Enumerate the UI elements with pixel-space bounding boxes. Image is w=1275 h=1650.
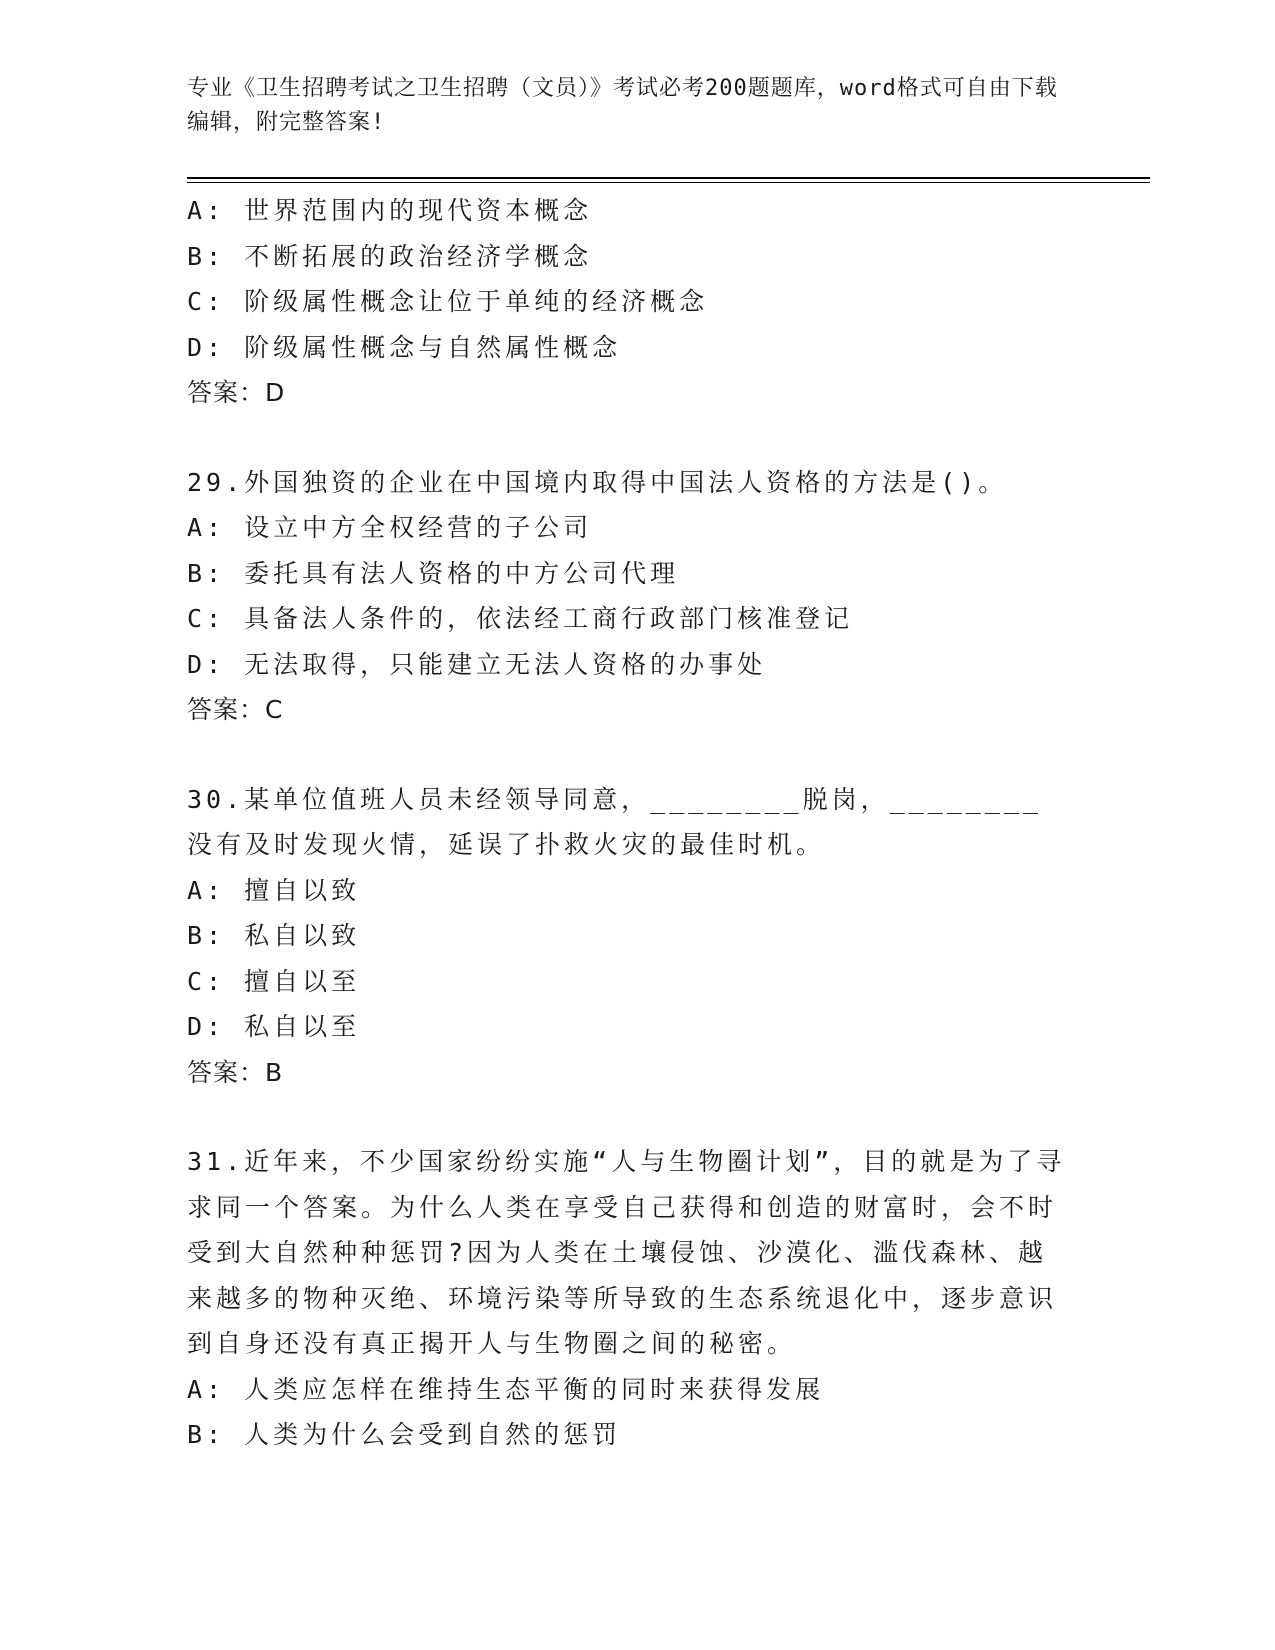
option-a: A: 人类应怎样在维持生态平衡的同时来获得发展 <box>187 1374 825 1404</box>
option-d: D: 阶级属性概念与自然属性概念 <box>187 332 622 362</box>
option-b: B: 不断拓展的政治经济学概念 <box>187 241 593 271</box>
option-c: C: 阶级属性概念让位于单纯的经济概念 <box>187 287 709 316</box>
option-c: C: 具备法人条件的，依法经工商行政部门核准登记 <box>187 604 854 633</box>
option-b: B: 委托具有法人资格的中方公司代理 <box>187 558 680 588</box>
option-b: B: 人类为什么会受到自然的惩罚 <box>187 1420 622 1449</box>
option-d: D: 无法取得，只能建立无法人资格的办事处 <box>187 649 767 679</box>
question-block-31 <box>187 1139 1067 1458</box>
option-a: A: 设立中方全权经营的子公司 <box>187 513 593 542</box>
answer-line: 答案：D <box>187 378 286 407</box>
question-stem: 30.某单位值班人员未经领导同意，________脱岗，________没有及时发现火情，延误了扑救火灾的最佳时机。 <box>187 784 1042 859</box>
question-list <box>187 188 1067 1458</box>
option-a: A: 擅自以致 <box>187 875 361 905</box>
header-rule-thick <box>187 177 1150 179</box>
option-c: C: 擅自以至 <box>187 966 361 996</box>
answer-line: 答案：C <box>187 695 284 724</box>
answer-line: 答案：B <box>187 1057 284 1087</box>
header-rule-thin <box>187 182 1150 183</box>
document-header: 专业《卫生招聘考试之卫生招聘（文员）》考试必考200题题库，word格式可自由下载编辑，附完整答案! <box>187 76 1058 135</box>
option-d: D: 私自以至 <box>187 1012 361 1041</box>
question-block-29 <box>187 460 1067 733</box>
option-b: B: 私自以致 <box>187 921 361 950</box>
question-stem: 29.外国独资的企业在中国境内取得中国法人资格的方法是()。 <box>187 467 1008 497</box>
option-a: A: 世界范围内的现代资本概念 <box>187 196 593 225</box>
question-block-30 <box>187 777 1067 1096</box>
question-stem: 31.近年来，不少国家纷纷实施“人与生物圈计划”，目的就是为了寻求同一个答案。为什么人类在享受自己获得和创造的财富时，会不时受到大自然种种惩罚?因为人类在土壤侵蚀、沙漠化、滥伐森林、越来越多的物种灭绝、环境污染等所导致的生态系统退化中，逐步意识到自身还没有真正揭开人与生物圈之间的秘密。 <box>187 1147 1066 1358</box>
question-block-28 <box>187 188 1067 416</box>
